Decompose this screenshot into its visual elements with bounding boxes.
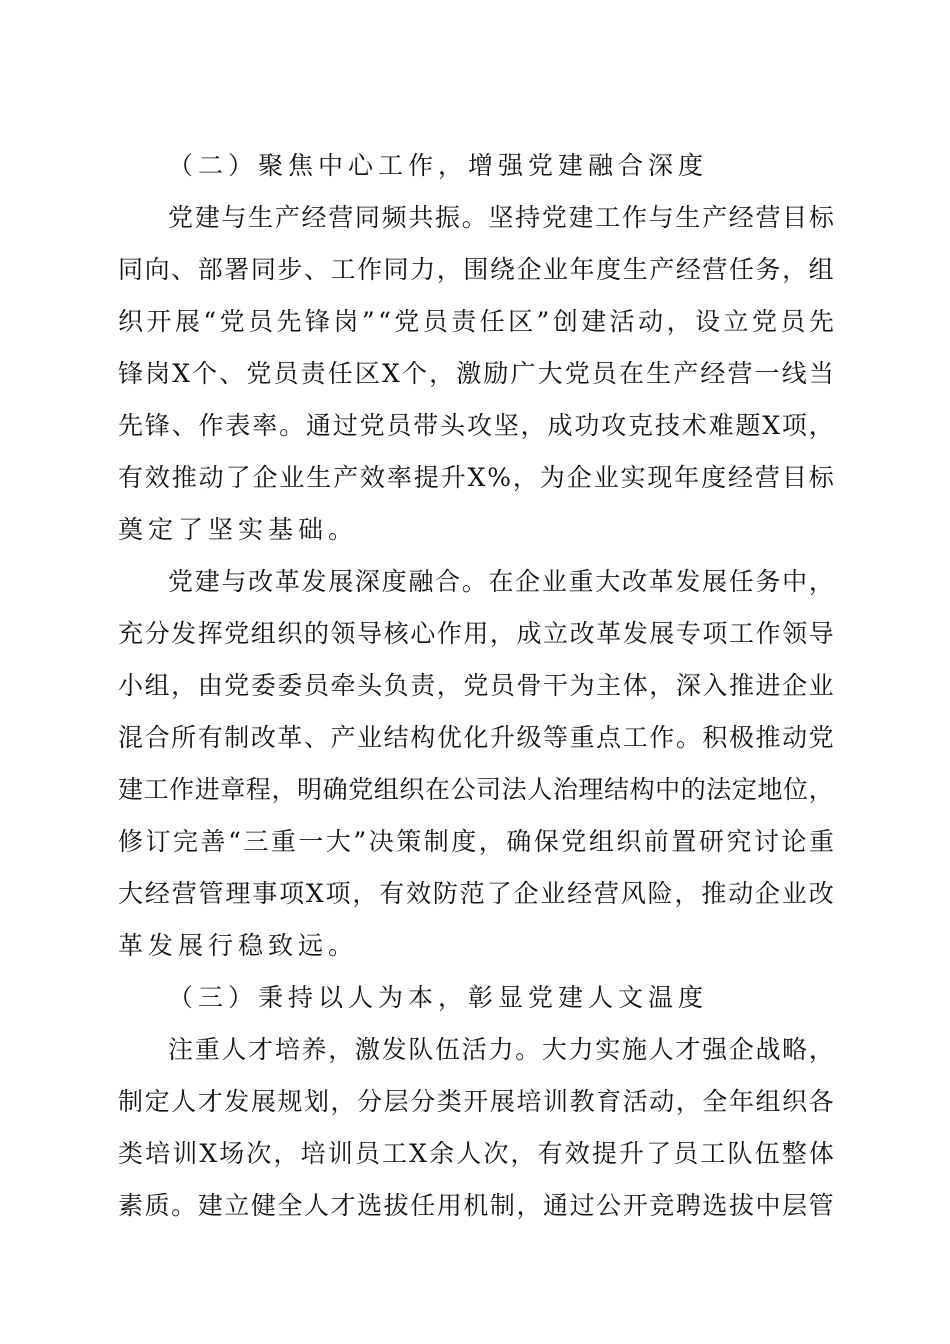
paragraph-line: 同 向 、 部 署 同 步 、 工 作 同 力 ， 围 绕 企 业 年 度 生 产 经 营 任 务 ， 组 (118, 255, 834, 284)
paragraph-line: 小 组 ， 由 党 委 委 员 牵 头 负 责 ， 党 员 骨 干 为 主 体 ， 深 入 推 进 企 业 (118, 671, 834, 700)
paragraph-line: 有 效 推 动 了 企 业 生 产 效 率 提 升 X % ， 为 企 业 实 现 年 度 经 营 目 标 (118, 463, 834, 492)
document-body (118, 140, 834, 1232)
section-heading-2: （二）聚焦中心工作，增强党建融合深度 (168, 151, 709, 180)
section-heading-3: （三）秉持以人为本，彰显党建人文温度 (168, 983, 709, 1012)
paragraph-line: 混 合 所 有 制 改 革 、 产 业 结 构 优 化 升 级 等 重 点 工 作 。 积 极 推 动 党 (118, 723, 834, 752)
paragraph-line: 大 经 营 管 理 事 项 X 项 ， 有 效 防 范 了 企 业 经 营 风 险 ， 推 动 企 业 改 (118, 879, 834, 908)
paragraph-line: 织 开 展 “ 党 员 先 锋 岗 ” “ 党 员 责 任 区 ” 创 建 活 动 ， 设 立 党 员 先 (118, 307, 834, 336)
paragraph-line: 修 订 完 善 “ 三 重 一 大 ” 决 策 制 度 ， 确 保 党 组 织 前 置 研 究 讨 论 重 (118, 827, 834, 856)
paragraph-line: 素 质 。 建 立 健 全 人 才 选 拔 任 用 机 制 ， 通 过 公 开 竞 聘 选 拔 中 层 管 (118, 1191, 834, 1220)
paragraph-line: 充 分 发 挥 党 组 织 的 领 导 核 心 作 用 ， 成 立 改 革 发 展 专 项 工 作 领 导 (118, 619, 834, 648)
paragraph-line: 党 建 与 生 产 经 营 同 频 共 振 。 坚 持 党 建 工 作 与 生 产 经 营 目 标 (168, 203, 834, 232)
paragraph-line: 类 培 训 X 场 次 ， 培 训 员 工 X 余 人 次 ， 有 效 提 升 了 员 工 队 伍 整 体 (118, 1139, 834, 1168)
paragraph-line: 制 定 人 才 发 展 规 划 ， 分 层 分 类 开 展 培 训 教 育 活 动 ， 全 年 组 织 各 (118, 1087, 834, 1116)
paragraph-line: 党 建 与 改 革 发 展 深 度 融 合 。 在 企 业 重 大 改 革 发 展 任 务 中 ， (168, 567, 834, 596)
paragraph-line: 先 锋 、 作 表 率 。 通 过 党 员 带 头 攻 坚 ， 成 功 攻 克 技 术 难 题 X 项 ， (118, 411, 834, 440)
paragraph-reform (118, 556, 834, 972)
paragraph-line: 锋 岗 X 个 、 党 员 责 任 区 X 个 ， 激 励 广 大 党 员 在 生 产 经 营 一 线 当 (118, 359, 834, 388)
paragraph-line: 建 工 作 进 章 程 ， 明 确 党 组 织 在 公 司 法 人 治 理 结 构 中 的 法 定 地 位 ， (118, 775, 834, 804)
paragraph-line: 注 重 人 才 培 养 ， 激 发 队 伍 活 力 。 大 力 实 施 人 才 强 企 战 略 ， (168, 1035, 834, 1064)
paragraph-line: 革发展行稳致远。 (118, 931, 359, 960)
paragraph-talent (118, 1024, 834, 1232)
paragraph-line: 奠定了坚实基础。 (118, 515, 359, 544)
paragraph-production (118, 192, 834, 556)
